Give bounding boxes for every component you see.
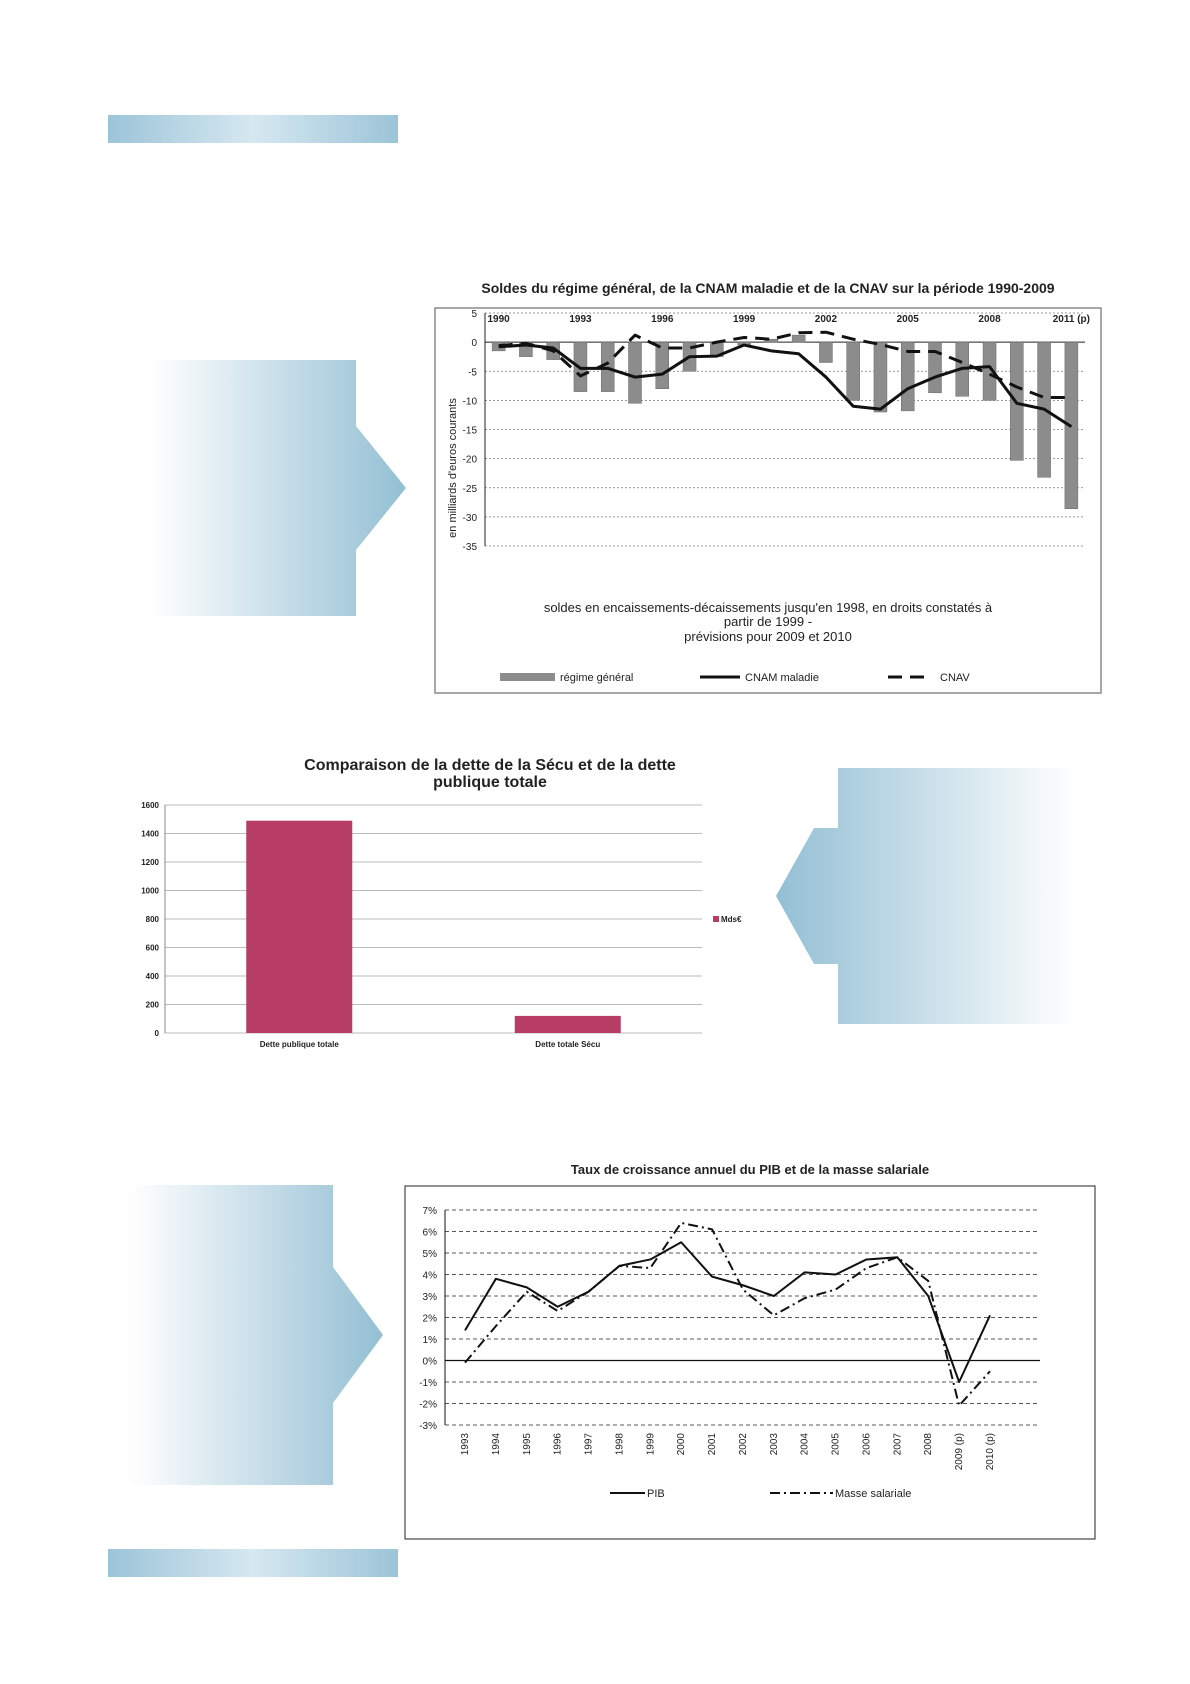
y-tick-label: 800 — [145, 915, 159, 924]
y-tick-label: 2% — [422, 1313, 437, 1325]
top-tick-label: 1999 — [732, 314, 756, 325]
legend-label-masse-salariale: Masse salariale — [835, 1488, 912, 1500]
chart-soldes-note-3: prévisions pour 2009 et 2010 — [684, 629, 852, 644]
y-tick-label: 4% — [422, 1270, 437, 1282]
top-tick-label: 2008 — [978, 314, 1001, 325]
chart-dette-title-line1: Comparaison de la dette de la Sécu et de la dette — [304, 757, 676, 774]
y-tick-label: 1600 — [141, 801, 159, 810]
y-tick-label: 400 — [145, 972, 159, 981]
bar-regime-general — [792, 335, 805, 342]
y-tick-label: 1% — [422, 1335, 437, 1346]
x-tick-label: 1998 — [614, 1433, 626, 1456]
y-tick-label: 1200 — [141, 858, 159, 867]
legend-swatch-mds — [713, 916, 719, 922]
x-tick-label: 2007 — [892, 1433, 904, 1456]
y-tick-label: -5 — [468, 367, 477, 379]
y-tick-label: -35 — [462, 542, 477, 553]
x-tick-label: 2001 — [707, 1433, 719, 1456]
right-arrow-2 — [130, 1185, 385, 1485]
chart-croissance-title: Taux de croissance annuel du PIB et de la masse salariale — [570, 1162, 930, 1177]
x-category-label: Dette totale Sécu — [535, 1040, 601, 1049]
chart-croissance-frame — [405, 1186, 1095, 1539]
x-tick-label: 2005 — [830, 1433, 842, 1456]
header-decoration-bar — [108, 115, 398, 143]
legend-swatch-regime-general — [500, 673, 555, 681]
y-tick-label: 600 — [145, 943, 159, 953]
x-tick-label: 2010 (p) — [985, 1433, 996, 1471]
y-tick-label: -30 — [462, 512, 477, 524]
x-tick-label: 1995 — [521, 1433, 533, 1456]
y-tick-label: 7% — [422, 1206, 437, 1217]
y-tick-label: -10 — [462, 396, 477, 408]
chart-soldes-note-1: soldes en encaissements-décaissements jusqu'en 1998, en droits constatés à — [543, 600, 993, 615]
legend-label-regime-general: régime général — [560, 672, 634, 684]
bar-regime-general — [929, 342, 942, 393]
x-tick-label: 1999 — [645, 1433, 657, 1456]
legend-label-cnam: CNAM maladie — [745, 672, 819, 684]
y-tick-label: -1% — [419, 1378, 437, 1389]
chart-croissance — [395, 1160, 1105, 1555]
chart-dette — [125, 750, 742, 1060]
x-tick-label: 2008 — [923, 1433, 935, 1456]
chart-dette-title-line2: publique totale — [433, 774, 547, 791]
y-tick-label: 6% — [422, 1227, 437, 1239]
bar-regime-general — [847, 342, 860, 400]
y-tick-label: 5 — [471, 309, 477, 320]
x-tick-label: 1994 — [490, 1433, 502, 1456]
chart-soldes-note-2: partir de 1999 - — [723, 614, 813, 629]
x-tick-label: 2002 — [737, 1433, 749, 1456]
top-tick-label: 1993 — [569, 314, 592, 325]
y-tick-label: 0 — [471, 338, 477, 350]
top-tick-label: 2011 (p) — [1052, 314, 1090, 325]
y-tick-label: 200 — [145, 1000, 159, 1010]
top-tick-label: 2002 — [814, 314, 838, 325]
x-category-label: Dette publique totale — [259, 1040, 339, 1049]
legend-label-mds: Mds€ — [721, 915, 742, 924]
right-arrow-1 — [150, 360, 410, 616]
y-tick-label: -25 — [462, 483, 477, 495]
x-tick-label: 1993 — [460, 1433, 471, 1456]
y-tick-label: -20 — [462, 454, 477, 466]
x-tick-label: 2000 — [676, 1433, 688, 1456]
top-tick-label: 1996 — [651, 314, 674, 325]
x-tick-label: 2004 — [799, 1433, 811, 1456]
y-tick-label: 1400 — [141, 829, 159, 839]
left-arrow — [776, 768, 1076, 1024]
bar-regime-general — [629, 342, 642, 403]
bar-regime-general — [819, 342, 832, 362]
legend-label-cnav: CNAV — [940, 672, 970, 684]
top-tick-label: 1990 — [487, 314, 510, 325]
y-tick-label: -15 — [462, 425, 477, 437]
top-tick-label: 2005 — [896, 314, 919, 325]
x-tick-label: 2006 — [861, 1433, 873, 1456]
bar-regime-general — [874, 342, 887, 412]
x-tick-label: 2009 (p) — [954, 1433, 966, 1471]
y-tick-label: 5% — [422, 1249, 437, 1260]
x-tick-label: 1997 — [583, 1433, 595, 1456]
chart-soldes-axis-label: en milliards d'euros courants — [447, 398, 459, 538]
x-tick-label: 2003 — [768, 1433, 780, 1456]
y-tick-label: 0% — [422, 1356, 437, 1368]
y-tick-label: 0 — [154, 1029, 159, 1038]
legend-label-pib: PIB — [647, 1488, 665, 1500]
y-tick-label: -3% — [419, 1421, 437, 1432]
bar-dette — [515, 1016, 621, 1033]
bar-regime-general — [656, 342, 669, 389]
footer-decoration-bar — [108, 1549, 398, 1577]
y-tick-label: 3% — [422, 1292, 437, 1303]
chart-soldes — [430, 278, 1105, 698]
y-tick-label: 1000 — [141, 886, 159, 896]
x-tick-label: 1996 — [552, 1433, 564, 1456]
y-tick-label: -2% — [419, 1399, 437, 1411]
chart-soldes-title: Soldes du régime général, de la CNAM maladie et de la CNAV sur la période 1990-2009 — [481, 280, 1055, 296]
bar-dette — [246, 821, 352, 1033]
